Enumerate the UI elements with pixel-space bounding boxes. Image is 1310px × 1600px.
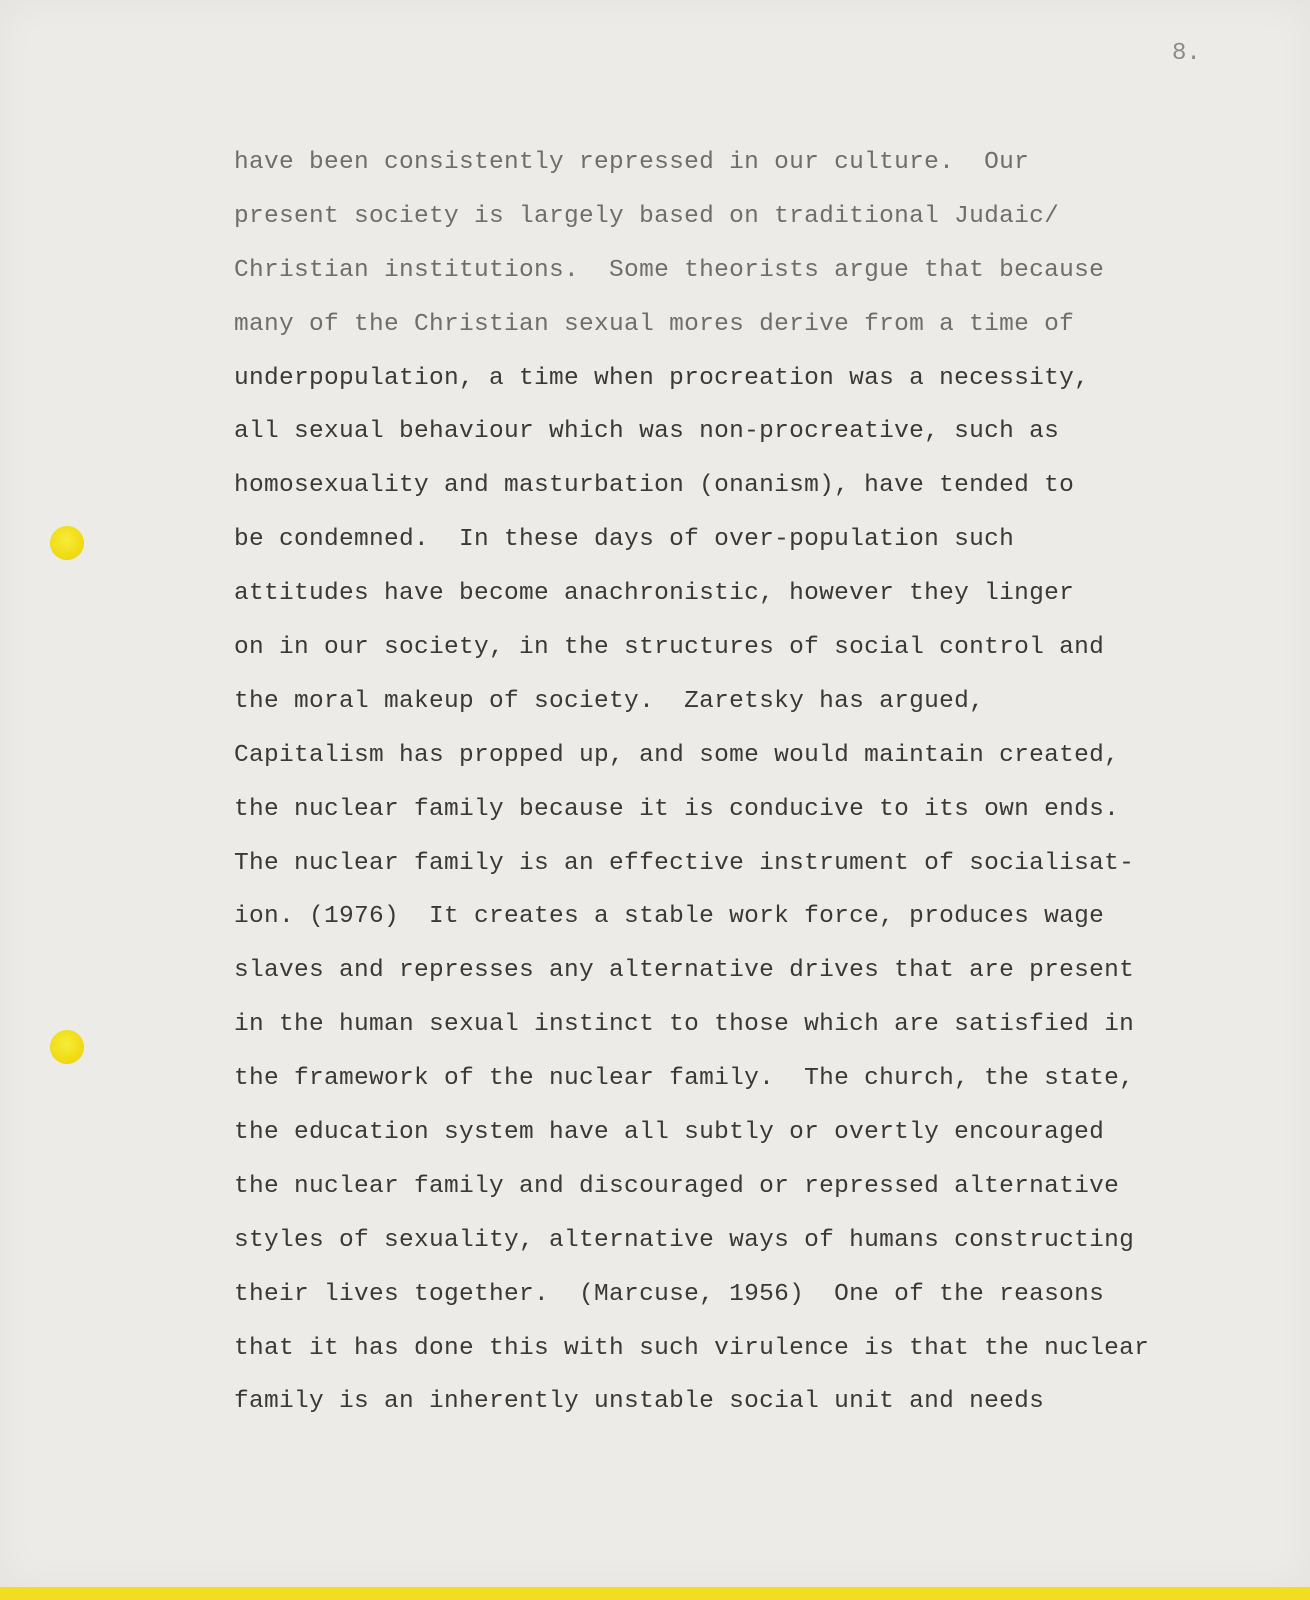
text-line: on in our society, in the structures of social control and: [234, 634, 1105, 662]
text-line: underpopulation, a time when procreation was a necessity,: [234, 364, 1090, 392]
text-line: in the human sexual instinct to those which are satisfied in: [234, 1011, 1135, 1039]
text-line: Christian institutions. Some theorists argue that because: [234, 256, 1105, 284]
text-line: ion. (1976) It creates a stable work force, produces wage: [234, 903, 1105, 931]
text-line: Capitalism has propped up, and some would maintain created,: [234, 741, 1120, 769]
backing-sheet-bottom: [0, 1587, 1310, 1600]
text-line: homosexuality and masturbation (onanism), have tended to: [234, 472, 1075, 500]
page-number: 8.: [1172, 40, 1201, 67]
punch-hole: [50, 1030, 84, 1064]
text-line: the education system have all subtly or overtly encouraged: [234, 1119, 1105, 1147]
punch-hole: [50, 526, 84, 560]
typed-paragraph: [234, 136, 1274, 1429]
text-line: The nuclear family is an effective instrument of socialisat-: [234, 849, 1135, 877]
text-line: their lives together. (Marcuse, 1956) One of the reasons: [234, 1280, 1105, 1308]
text-line: the moral makeup of society. Zaretsky has argued,: [234, 687, 985, 715]
text-line: present society is largely based on traditional Judaic/: [234, 202, 1060, 230]
text-line: styles of sexuality, alternative ways of humans constructing: [234, 1226, 1135, 1254]
text-line: slaves and represses any alternative drives that are present: [234, 957, 1135, 985]
text-line: many of the Christian sexual mores derive from a time of: [234, 310, 1075, 338]
text-line: be condemned. In these days of over-population such: [234, 526, 1015, 554]
text-line: have been consistently repressed in our culture. Our: [234, 149, 1030, 176]
text-line: the nuclear family and discouraged or repressed alternative: [234, 1172, 1120, 1200]
text-line: all sexual behaviour which was non-procreative, such as: [234, 418, 1060, 446]
text-line: attitudes have become anachronistic, however they linger: [234, 580, 1075, 608]
text-line: the framework of the nuclear family. The church, the state,: [234, 1065, 1135, 1093]
text-line: that it has done this with such virulence is that the nuclear: [234, 1334, 1150, 1362]
text-line: family is an inherently unstable social unit and needs: [234, 1388, 1045, 1416]
text-line: the nuclear family because it is conducive to its own ends.: [234, 795, 1120, 823]
